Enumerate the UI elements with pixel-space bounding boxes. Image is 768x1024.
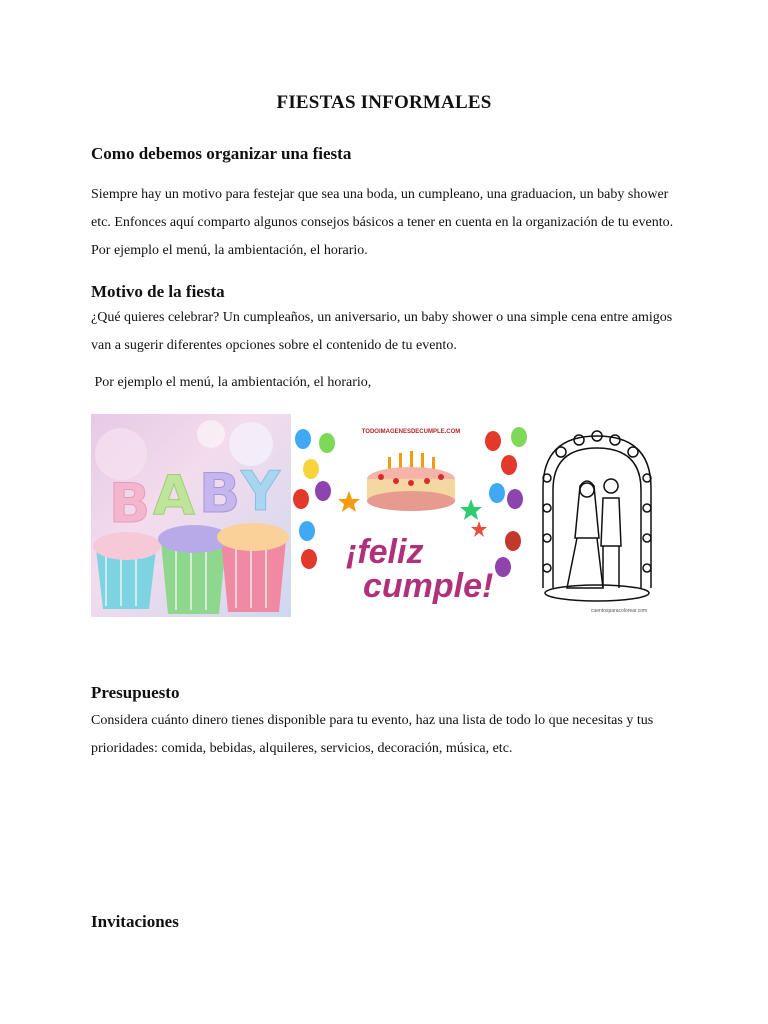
- baby-cupcakes-illustration: [91, 414, 291, 617]
- wedding-couple-image: [531, 428, 663, 617]
- balloons-left-icon: [293, 429, 335, 569]
- feliz-cumple-banner: TODOIMAGENESDECUMPLE.COM: [361, 429, 461, 435]
- paragraph-motivo: ¿Qué quieres celebrar? Un cumpleaños, un aniversario, un baby shower o una simple cena entre amigos van a sugerir diferentes opciones sobre el contenido de tu evento.: [91, 310, 673, 353]
- paragraph-presupuesto: Considera cuánto dinero tienes disponible para tu evento, haz una lista de todo lo que necesitas y tus prioridades: comida, bebidas, alquileres, servicios, decoración, música, etc.: [91, 713, 654, 756]
- feliz-line-1: ¡feliz: [346, 533, 424, 571]
- heading-organizar: Como debemos organizar una fiesta: [91, 144, 352, 163]
- paragraph-ejemplo: Por ejemplo el menú, la ambientación, el horario,: [91, 375, 372, 390]
- wedding-caption: cuentosparacolorear.com: [591, 608, 648, 614]
- balloons-right-icon: [485, 427, 527, 577]
- paragraph-organizar: Siempre hay un motivo para festejar que sea una boda, un cumpleano, una graduacion, un baby shower etc. Enfonces aquí comparto algunos consejos básicos a tener en cuenta en la organización de tu evento. Por ejemplo el menú, la ambientación, el horario.: [91, 187, 674, 258]
- birthday-cake-icon: [367, 451, 455, 511]
- wedding-couple-illustration: [531, 428, 663, 617]
- document-title: FIESTAS INFORMALES: [276, 92, 492, 113]
- baby-cupcakes-image: [91, 414, 291, 617]
- heading-invitaciones: Invitaciones: [91, 912, 179, 931]
- baby-letter-b: B: [109, 472, 151, 535]
- heading-presupuesto: Presupuesto: [91, 683, 180, 702]
- feliz-line-2: cumple!: [363, 567, 494, 605]
- heading-motivo: Motivo de la fiesta: [91, 282, 225, 301]
- baby-letter-y: Y: [241, 460, 281, 523]
- baby-letter-a: A: [153, 464, 195, 527]
- feliz-cumple-image: [291, 421, 531, 617]
- baby-letter-b2: B: [199, 462, 241, 525]
